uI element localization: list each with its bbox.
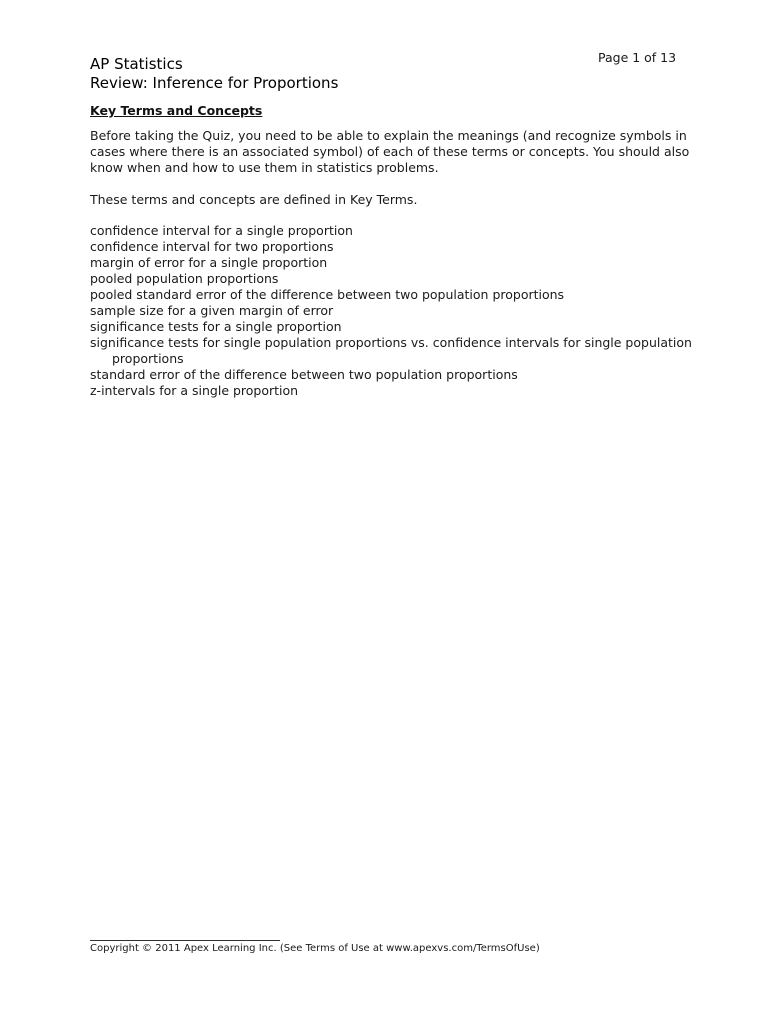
footer-divider bbox=[90, 940, 280, 941]
list-item: pooled standard error of the difference between two population proportions bbox=[90, 287, 565, 302]
list-item: margin of error for a single proportion bbox=[90, 255, 328, 270]
list-item: sample size for a given margin of error bbox=[90, 303, 334, 318]
copyright-notice: Copyright © 2011 Apex Learning Inc. (See Terms of Use at www.apexvs.com/TermsOfUse) bbox=[90, 943, 540, 954]
list-item: significance tests for single population proportions vs. confidence intervals for single population proportions bbox=[90, 335, 692, 366]
page-number: Page 1 of 13 bbox=[598, 50, 677, 65]
defined-note: These terms and concepts are defined in Key Terms. bbox=[90, 192, 418, 207]
list-item: pooled population proportions bbox=[90, 271, 279, 286]
list-item: confidence interval for a single proportion bbox=[90, 223, 353, 238]
list-item: z-intervals for a single proportion bbox=[90, 383, 299, 398]
review-title: Review: Inference for Proportions bbox=[90, 74, 339, 92]
list-item: standard error of the difference between two population proportions bbox=[90, 367, 518, 382]
term-list bbox=[90, 223, 710, 399]
intro-paragraph: Before taking the Quiz, you need to be able to explain the meanings (and recognize symbols in cases where there is an associated symbol) of each of these terms or concepts. You should also know when and how to use them in statistics problems. bbox=[90, 128, 690, 175]
course-title: AP Statistics bbox=[90, 55, 183, 73]
document-header bbox=[90, 55, 338, 93]
list-item: confidence interval for two proportions bbox=[90, 239, 334, 254]
list-item: significance tests for a single proportion bbox=[90, 319, 342, 334]
section-heading: Key Terms and Concepts bbox=[90, 103, 263, 118]
